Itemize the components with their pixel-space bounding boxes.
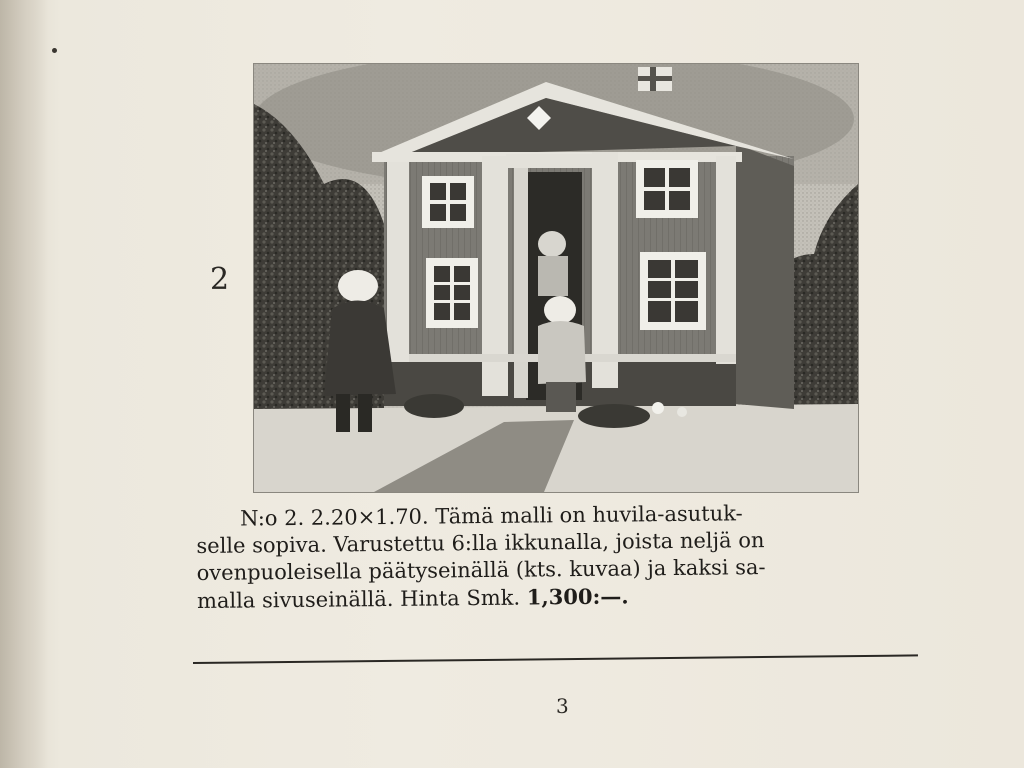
paper-speck bbox=[52, 48, 57, 53]
caption-line-1: N:o 2. 2.20×1.70. Tämä malli on huvila-asutuk- bbox=[240, 501, 743, 531]
caption-line-2: selle sopiva. Varustettu 6:lla ikkunalla, joista neljä on bbox=[196, 528, 765, 558]
divider-rule bbox=[193, 654, 918, 664]
price: 1,300:—. bbox=[526, 583, 629, 610]
figure-number: 2 bbox=[210, 262, 230, 297]
caption-line-3: ovenpuoleisella päätyseinällä (kts. kuvaa) ja kaksi sa- bbox=[196, 555, 766, 585]
page-gutter bbox=[0, 0, 48, 768]
playhouse-photo bbox=[253, 63, 859, 493]
page-number: 3 bbox=[556, 694, 569, 718]
caption-text bbox=[196, 498, 917, 615]
window-upper-left bbox=[422, 176, 474, 228]
caption-line-4-main: malla sivuseinällä. Hinta Smk. bbox=[196, 585, 527, 613]
